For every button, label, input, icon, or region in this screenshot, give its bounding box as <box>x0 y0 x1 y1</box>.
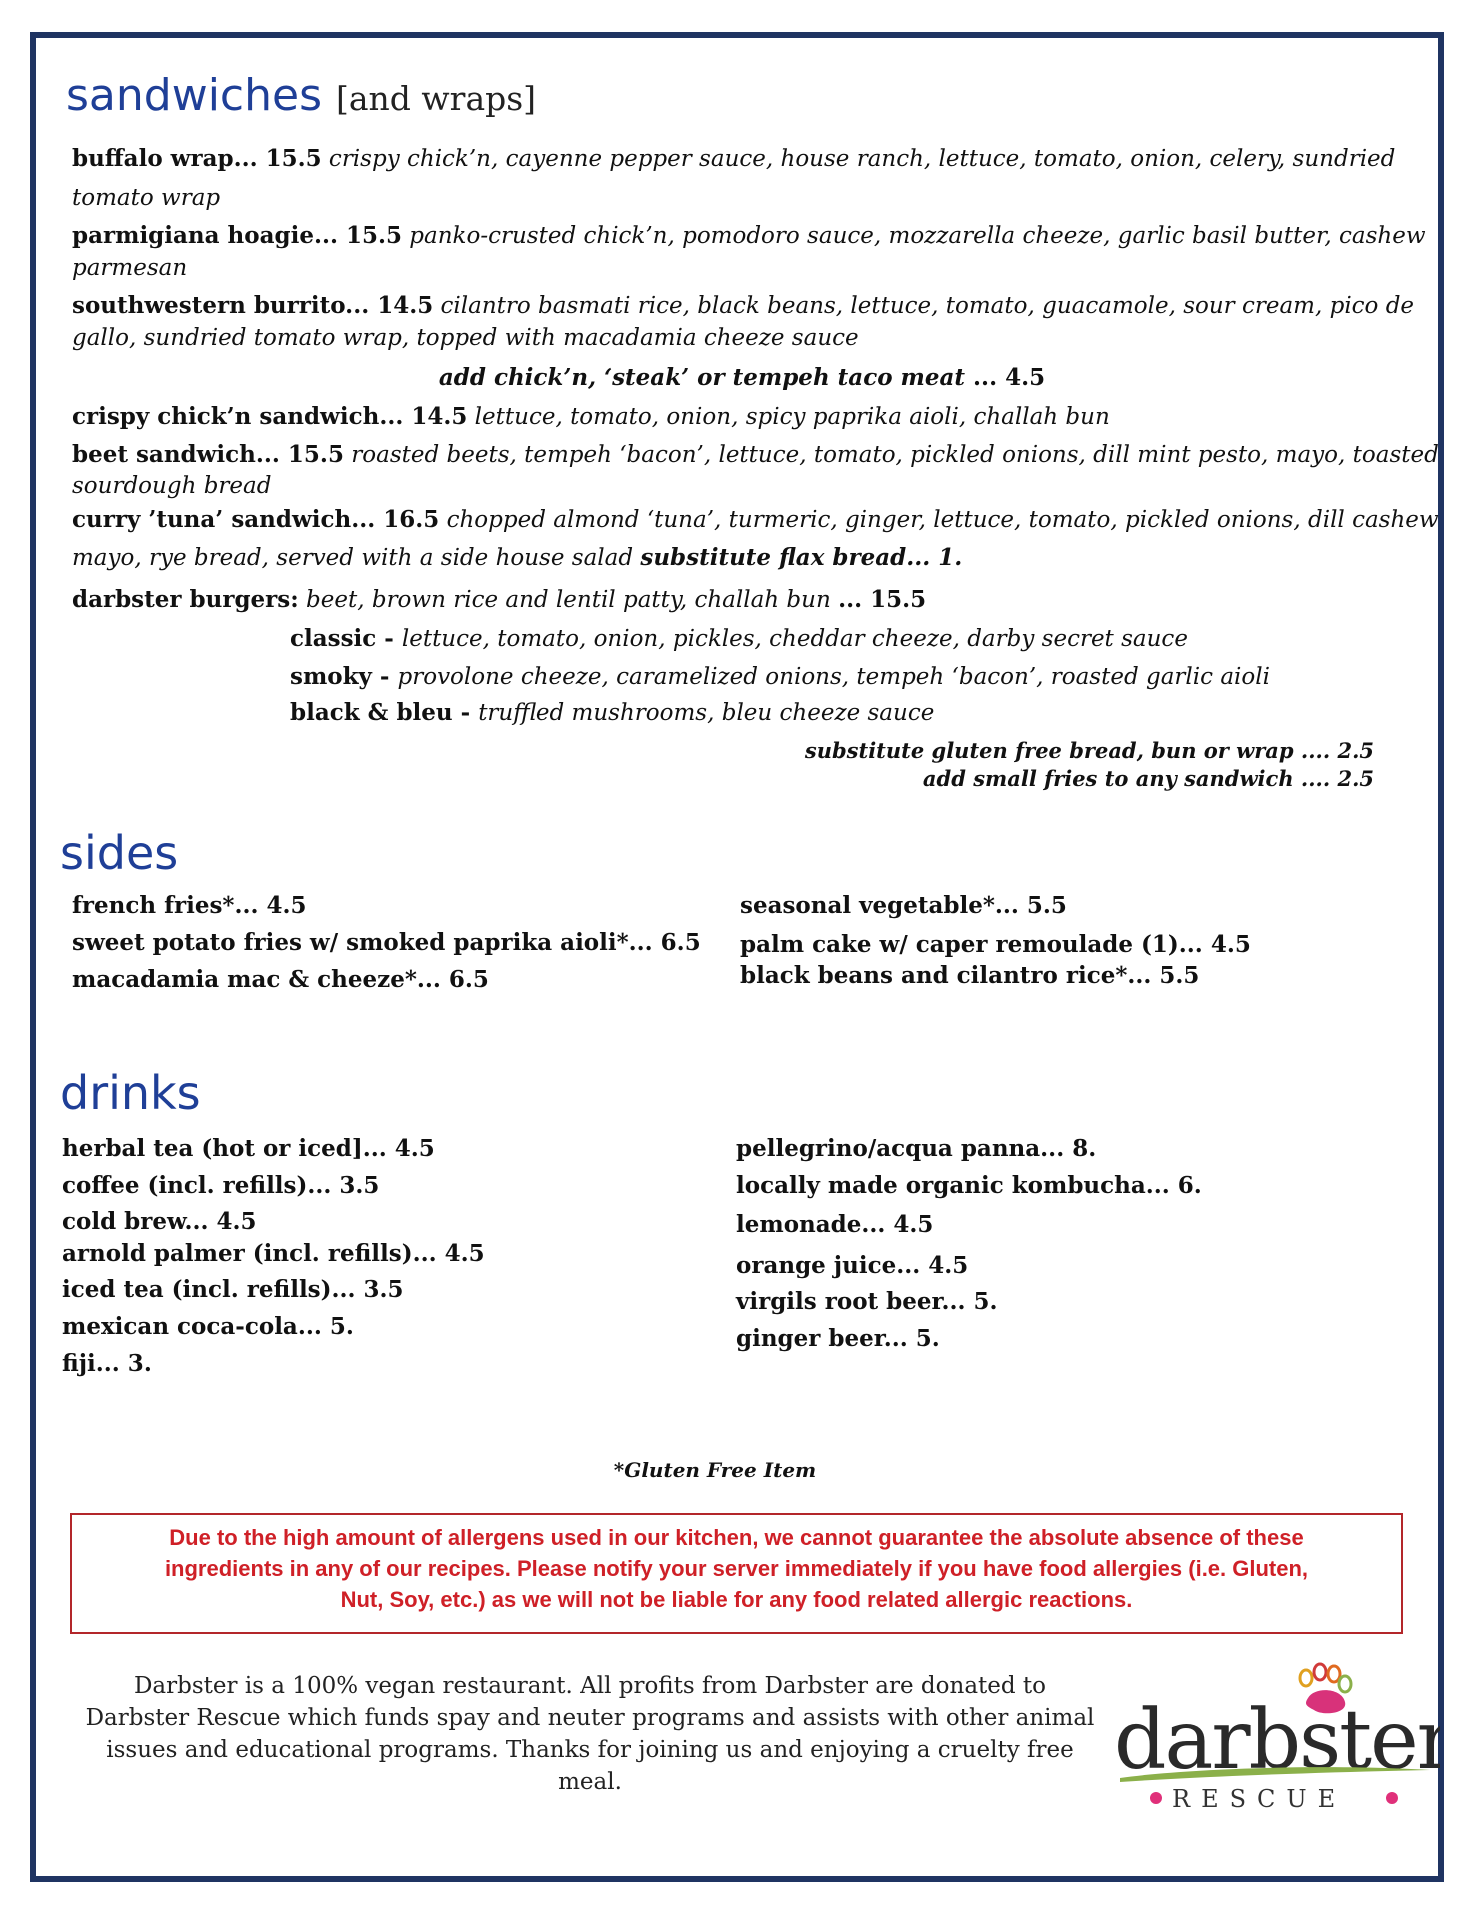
side-item: sweet potato fries w/ smoked paprika aioli*... 6.5 <box>72 929 701 956</box>
about-line: Darbster is a 100% vegan restaurant. All profits from Darbster are donated to <box>133 1673 1047 1699</box>
allergy-line: Nut, Soy, etc.) as we will not be liable for any food related allergic reactions. <box>340 1587 1133 1612</box>
substitute-note: substitute flax bread... 1. <box>640 544 963 571</box>
item-name: beet sandwich... 15.5 <box>72 441 344 468</box>
about-line: Darbster Rescue which funds spay and neuter programs and assists with other animal <box>85 1705 1095 1731</box>
drink-item: cold brew... 4.5 <box>62 1208 257 1235</box>
buffalo-wrap-desc-cont: tomato wrap <box>72 185 221 211</box>
allergy-line: Due to the high amount of allergens used in our kitchen, we cannot guarantee the absolute absence of these <box>169 1525 1304 1550</box>
drink-item: pellegrino/acqua panna... 8. <box>736 1135 1097 1162</box>
item-name: darbster burgers: <box>72 586 299 613</box>
pink-dot-icon <box>1386 1792 1398 1804</box>
crispy-chickn-item <box>72 399 1110 435</box>
burger-desc: truffled mushrooms, bleu cheeze sauce <box>478 700 935 726</box>
burger-name: black & bleu - <box>290 699 479 726</box>
item-desc: crispy chick’n, cayenne pepper sauce, house ranch, lettuce, tomato, onion, celery, sundried <box>321 146 1396 172</box>
burger-black-bleu <box>290 695 934 731</box>
parmigiana-hoagie-item <box>72 218 1426 254</box>
sandwiches-subtitle: [and wraps] <box>336 79 537 118</box>
darbster-rescue-logo <box>1110 1660 1440 1820</box>
drink-item: fiji... 3. <box>62 1350 152 1377</box>
darbster-burgers-item <box>72 582 926 618</box>
item-price: ... 15.5 <box>838 586 927 613</box>
item-desc: cilantro basmati rice, black beans, lettuce, tomato, guacamole, sour cream, pico de <box>433 293 1415 319</box>
about-line: issues and educational programs. Thanks for joining us and enjoying a cruelty free meal. <box>106 1737 1074 1795</box>
burger-name: smoky - <box>290 663 398 690</box>
drink-item: locally made organic kombucha... 6. <box>736 1172 1202 1199</box>
beet-sandwich-item <box>72 437 1439 473</box>
logo-graphic <box>1110 1660 1440 1820</box>
sides-heading: sides <box>60 826 179 880</box>
buffalo-wrap-item <box>72 141 1395 177</box>
gluten-free-substitute: substitute gluten free bread, bun or wrap .... 2.5 <box>804 738 1374 763</box>
sandwiches-title: sandwiches <box>66 70 322 121</box>
add-fries-note: add small fries to any sandwich .... 2.5 <box>922 766 1374 791</box>
drink-item: coffee (incl. refills)... 3.5 <box>62 1172 380 1199</box>
drink-item: herbal tea (hot or iced]... 4.5 <box>62 1135 435 1162</box>
add-protein-line <box>0 360 1484 396</box>
item-name: crispy chick’n sandwich... 14.5 <box>72 403 468 430</box>
burger-desc: lettuce, tomato, onion, pickles, cheddar cheeze, darby secret sauce <box>401 626 1188 652</box>
southwestern-burrito-item <box>72 288 1414 324</box>
drink-item: ginger beer... 5. <box>736 1325 940 1352</box>
southwestern-burrito-desc-cont: gallo, sundried tomato wrap, topped with macadamia cheeze sauce <box>72 325 859 351</box>
item-name: curry ’tuna’ sandwich... 16.5 <box>72 506 440 533</box>
side-item: seasonal vegetable*... 5.5 <box>740 892 1067 919</box>
item-name: buffalo wrap... 15.5 <box>72 145 322 172</box>
side-item: macadamia mac & cheeze*... 6.5 <box>72 966 489 993</box>
drink-item: orange juice... 4.5 <box>736 1252 969 1279</box>
burger-name: classic - <box>290 625 402 652</box>
item-desc: chopped almond ‘tuna’, turmeric, ginger, lettuce, tomato, pickled onions, dill cashew <box>439 507 1439 533</box>
curry-tuna-desc-cont <box>72 540 962 576</box>
drink-item: virgils root beer... 5. <box>736 1288 998 1315</box>
burger-classic <box>290 621 1188 657</box>
sandwiches-heading <box>66 70 536 121</box>
item-desc: roasted beets, tempeh ‘bacon’, lettuce, tomato, pickled onions, dill mint pesto, mayo, toasted <box>343 442 1439 468</box>
beet-sandwich-desc-cont: sourdough bread <box>72 473 272 499</box>
logo-tagline: RESCUE <box>1172 1785 1347 1813</box>
drink-item: arnold palmer (incl. refills)... 4.5 <box>62 1240 485 1267</box>
addon-price: ... 4.5 <box>965 364 1046 391</box>
parmigiana-hoagie-desc-cont: parmesan <box>72 255 188 281</box>
drink-item: iced tea (incl. refills)... 3.5 <box>62 1276 404 1303</box>
drinks-heading: drinks <box>60 1066 201 1120</box>
logo-wordmark: darbster <box>1114 1693 1440 1788</box>
side-item: black beans and cilantro rice*... 5.5 <box>740 962 1200 989</box>
item-name: southwestern burrito... 14.5 <box>72 292 434 319</box>
pink-dot-icon <box>1150 1792 1162 1804</box>
item-desc: beet, brown rice and lentil patty, challah bun <box>298 587 839 613</box>
item-name: parmigiana hoagie... 15.5 <box>72 222 402 249</box>
addon-label: add chick’n, ‘steak’ or tempeh taco meat <box>438 364 966 391</box>
burger-smoky <box>290 659 1270 695</box>
about-text <box>80 1670 1100 1798</box>
burger-desc: provolone cheeze, caramelized onions, tempeh ‘bacon’, roasted garlic aioli <box>397 664 1270 690</box>
item-desc: mayo, rye bread, served with a side house salad <box>72 545 641 571</box>
allergy-notice <box>70 1513 1403 1634</box>
side-item: palm cake w/ caper remoulade (1)... 4.5 <box>740 931 1251 958</box>
drink-item: lemonade... 4.5 <box>736 1211 934 1238</box>
allergy-line: ingredients in any of our recipes. Please notify your server immediately if you have food allergies (i.e. Gluten, <box>164 1556 1309 1581</box>
curry-tuna-item <box>72 502 1439 538</box>
side-item: french fries*... 4.5 <box>72 892 307 919</box>
item-desc: lettuce, tomato, onion, spicy paprika aioli, challah bun <box>467 404 1110 430</box>
gluten-free-note: *Gluten Free Item <box>613 1458 817 1482</box>
drink-item: mexican coca-cola... 5. <box>62 1313 354 1340</box>
item-desc: panko-crusted chick’n, pomodoro sauce, mozzarella cheeze, garlic basil butter, cashew <box>402 223 1426 249</box>
